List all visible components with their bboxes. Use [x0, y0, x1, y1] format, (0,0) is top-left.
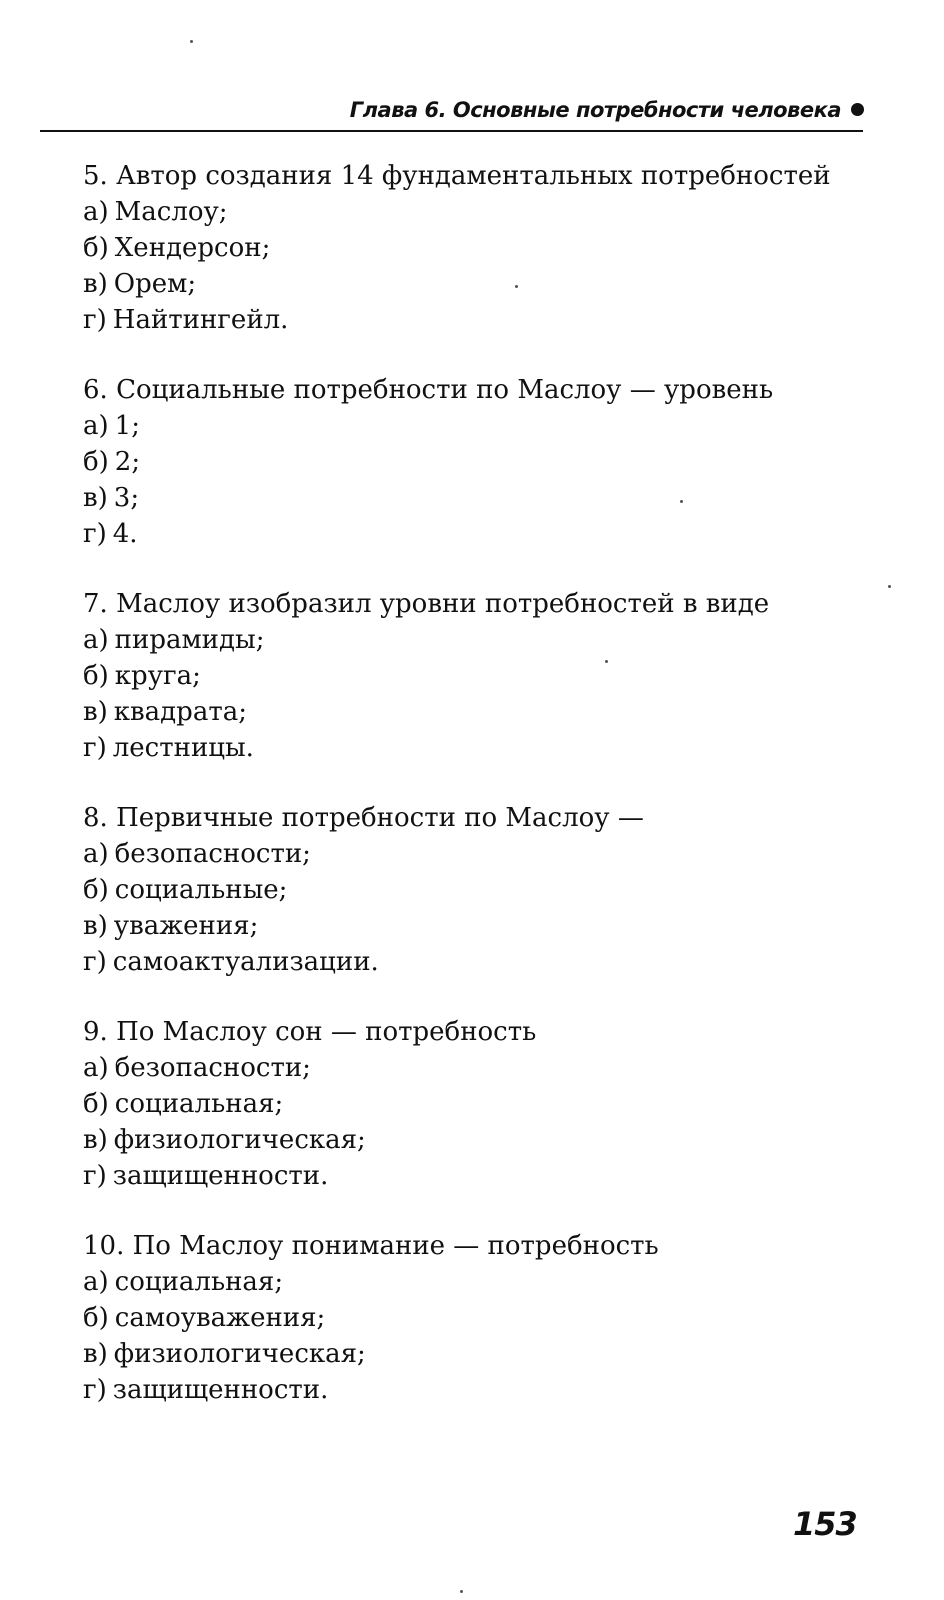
question-text: 7. Маслоу изобразил уровни потребностей в виде — [83, 589, 770, 619]
option-text: 4. — [112, 519, 138, 549]
questions-list — [83, 158, 883, 1442]
question-6 — [83, 372, 883, 552]
option-text: Найтингейл. — [112, 305, 289, 335]
option-b — [83, 444, 883, 480]
option-label: а) — [83, 839, 109, 869]
option-label: г) — [83, 1161, 107, 1191]
option-label: а) — [83, 197, 109, 227]
option-text: социальная; — [114, 1089, 284, 1119]
option-label: а) — [83, 1053, 109, 1083]
option-label: г) — [83, 733, 107, 763]
option-b — [83, 1300, 883, 1336]
option-text: круга; — [114, 661, 201, 691]
option-label: в) — [83, 697, 108, 727]
option-c — [83, 1122, 883, 1158]
question-text: 6. Социальные потребности по Маслоу — уровень — [83, 375, 774, 405]
option-text: пирамиды; — [114, 625, 265, 655]
page-number: 153 — [793, 1505, 857, 1543]
option-label: в) — [83, 483, 108, 513]
option-b — [83, 230, 883, 266]
option-label: г) — [83, 519, 107, 549]
option-a — [83, 408, 883, 444]
option-label: г) — [83, 947, 107, 977]
option-text: безопасности; — [114, 1053, 311, 1083]
question-text: 9. По Маслоу сон — потребность — [83, 1017, 537, 1047]
option-label: б) — [83, 661, 109, 691]
option-a — [83, 622, 883, 658]
option-text: самоактуализации. — [112, 947, 379, 977]
option-label: в) — [83, 1339, 108, 1369]
option-b — [83, 1086, 883, 1122]
bullet-icon — [851, 103, 864, 116]
question-text: 8. Первичные потребности по Маслоу — — [83, 803, 644, 833]
option-d — [83, 516, 883, 552]
option-a — [83, 1050, 883, 1086]
option-label: а) — [83, 1267, 109, 1297]
option-label: б) — [83, 1303, 109, 1333]
question-text: 5. Автор создания 14 фундаментальных потребностей — [83, 161, 831, 191]
option-text: физиологическая; — [113, 1125, 366, 1155]
option-text: физиологическая; — [113, 1339, 366, 1369]
option-c — [83, 266, 883, 302]
option-label: б) — [83, 447, 109, 477]
option-d — [83, 730, 883, 766]
option-label: г) — [83, 1375, 107, 1405]
scan-speck — [190, 40, 193, 43]
option-label: в) — [83, 911, 108, 941]
option-b — [83, 872, 883, 908]
option-text: квадрата; — [113, 697, 247, 727]
option-a — [83, 1264, 883, 1300]
option-text: 3; — [113, 483, 140, 513]
option-c — [83, 1336, 883, 1372]
option-label: а) — [83, 411, 109, 441]
option-d — [83, 302, 883, 338]
option-b — [83, 658, 883, 694]
option-c — [83, 480, 883, 516]
option-label: в) — [83, 269, 108, 299]
option-label: б) — [83, 875, 109, 905]
scan-speck — [605, 660, 608, 663]
question-9 — [83, 1014, 883, 1194]
scan-speck — [888, 585, 891, 588]
option-text: безопасности; — [114, 839, 311, 869]
option-c — [83, 908, 883, 944]
scan-speck — [680, 500, 683, 503]
option-text: лестницы. — [112, 733, 254, 763]
option-text: социальная; — [114, 1267, 284, 1297]
scan-speck — [515, 285, 518, 288]
option-d — [83, 944, 883, 980]
option-text: уважения; — [113, 911, 259, 941]
option-text: самоуважения; — [114, 1303, 326, 1333]
question-8 — [83, 800, 883, 980]
option-text: защищенности. — [112, 1161, 329, 1191]
option-label: г) — [83, 305, 107, 335]
chapter-title: Глава 6. Основные потребности человека — [349, 98, 841, 122]
scan-speck — [460, 1590, 463, 1593]
question-7 — [83, 586, 883, 766]
option-text: 2; — [114, 447, 141, 477]
option-d — [83, 1158, 883, 1194]
question-5 — [83, 158, 883, 338]
option-c — [83, 694, 883, 730]
option-label: б) — [83, 1089, 109, 1119]
option-text: защищенности. — [112, 1375, 329, 1405]
option-a — [83, 194, 883, 230]
option-text: Орем; — [113, 269, 197, 299]
option-text: Хендерсон; — [114, 233, 271, 263]
option-d — [83, 1372, 883, 1408]
header-rule — [40, 130, 863, 132]
option-a — [83, 836, 883, 872]
question-text: 10. По Маслоу понимание — потребность — [83, 1231, 659, 1261]
option-label: а) — [83, 625, 109, 655]
option-label: б) — [83, 233, 109, 263]
option-text: 1; — [114, 411, 140, 441]
option-label: в) — [83, 1125, 108, 1155]
running-header — [350, 98, 864, 122]
question-10 — [83, 1228, 883, 1408]
option-text: Маслоу; — [114, 197, 228, 227]
option-text: социальные; — [114, 875, 288, 905]
